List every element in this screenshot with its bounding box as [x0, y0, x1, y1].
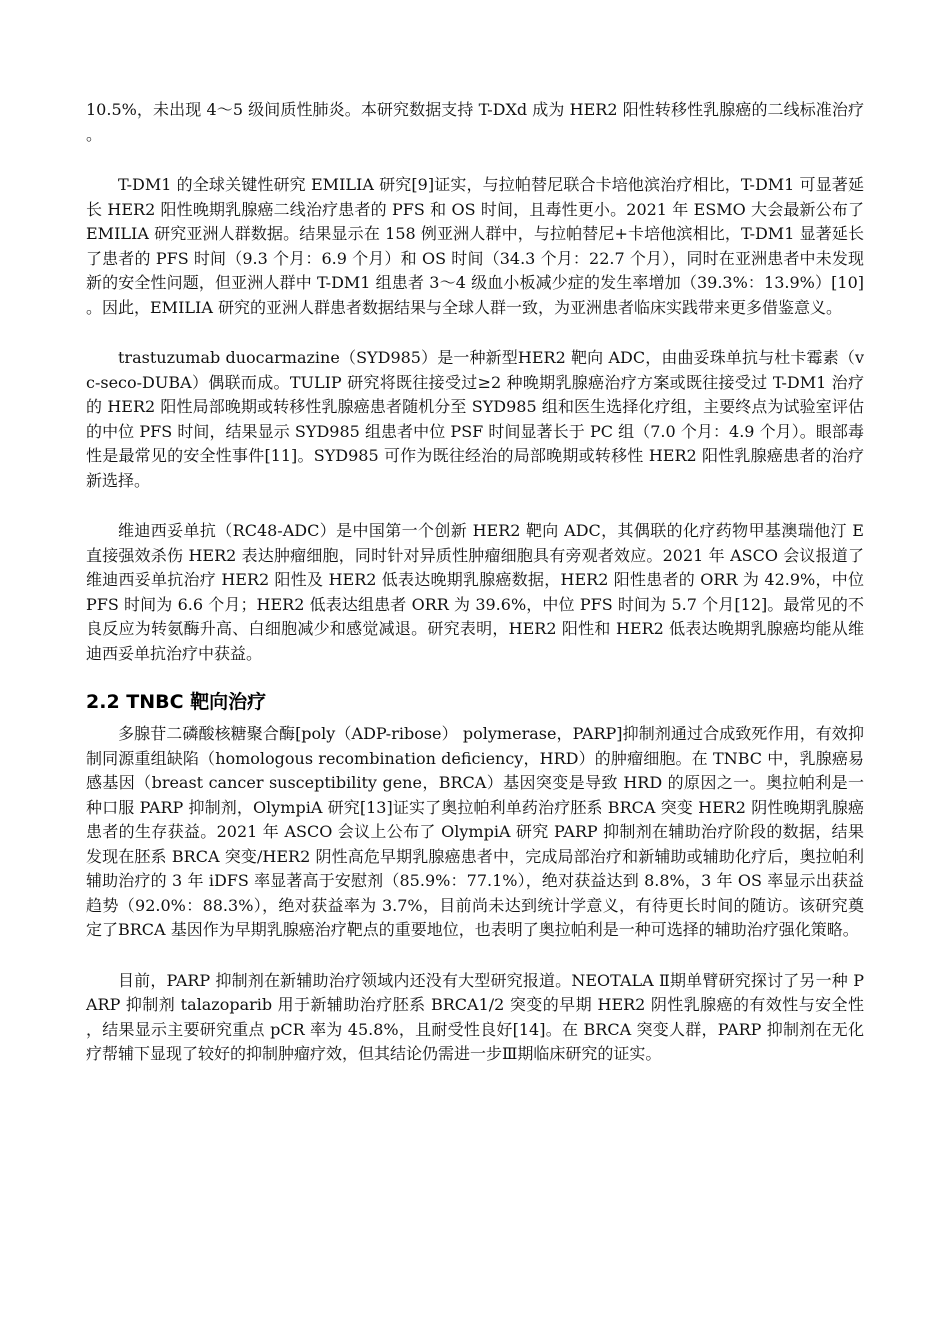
- paragraph-continuation: 10.5%，未出现 4～5 级间质性肺炎。本研究数据支持 T-DXd 成为 HER2 阳性转移性乳腺癌的二线标准治疗。: [86, 100, 864, 144]
- paragraph-neotala: 目前，PARP 抑制剂在新辅助治疗领域内还没有大型研究报道。NEOTALA Ⅱ期单臂研究探讨了另一种 PARP 抑制剂 talazoparib 用于新辅助治疗胚系 BRCA1/2 突变的早期 HER2 阴性乳腺癌的有效性与安全性，结果显示主要研究重点 pCR 率为 45.8%，且耐受性良好[14]。在 BRCA 突变人群，PARP 抑制剂在无化疗帮辅下显现了较好的抑制肿瘤疗效，但其结论仍需进一步Ⅲ期临床研究的证实。: [86, 970, 864, 1063]
- paragraph-rc48: 维迪西妥单抗（RC48-ADC）是中国第一个创新 HER2 靶向 ADC，其偶联的化疗药物甲基澳瑞他汀 E 直接强效杀伤 HER2 表达肿瘤细胞，同时针对异质性肿瘤细胞具有旁观者效应。2021 年 ASCO 会议报道了维迪西妥单抗治疗 HER2 阳性及 HER2 低表达晚期乳腺癌数据，HER2 阳性患者的 ORR 为 42.9%，中位 PFS 时间为 6.6 个月；HER2 低表达组患者 ORR 为 39.6%，中位 PFS 时间为 5.7 个月[12]。最常见的不良反应为转氨酶升高、白细胞减少和感觉减退。研究表明，HER2 阳性和 HER2 低表达晚期乳腺癌均能从维迪西妥单抗治疗中获益。: [86, 521, 864, 663]
- paragraph-syd985: trastuzumab duocarmazine（SYD985）是一种新型HER2 靶向 ADC，由曲妥珠单抗与杜卡霉素（vc-seco-DUBA）偶联而成。TULIP 研究将既往接受过≥2 种晚期乳腺癌治疗方案或既往接受过 T-DM1 治疗的 HER2 阳性局部晚期或转移性乳腺癌患者随机分至 SYD985 组和医生选择化疗组，主要终点为试验室评估的中位 PFS 时间，结果显示 SYD985 组患者中位 PSF 时间显著长于 PC 组（7.0 个月：4.9 个月）。眼部毒性是最常见的安全性事件[11]。SYD985 可作为既往经治的局部晚期或转移性 HER2 阳性乳腺癌患者的治疗新选择。: [86, 348, 864, 490]
- section-heading: 2.2 TNBC 靶向治疗: [86, 691, 267, 713]
- document-page: [86, 98, 864, 1067]
- paragraph-emilia: T-DM1 的全球关键性研究 EMILIA 研究[9]证实，与拉帕替尼联合卡培他滨治疗相比，T-DM1 可显著延长 HER2 阳性晚期乳腺癌二线治疗患者的 PFS 和 OS 时间，且毒性更小。2021 年 ESMO 大会最新公布了 EMILIA 研究亚洲人群数据。结果显示在 158 例亚洲人群中，与拉帕替尼+卡培他滨相比，T-DM1 显著延长了患者的 PFS 时间（9.3 个月：6.9 个月）和 OS 时间（34.3 个月：22.7 个月），同时在亚洲患者中未发现新的安全性问题，但亚洲人群中 T-DM1 组患者 3～4 级血小板减少症的发生率增加（39.3%：13.9%）[10]。因此，EMILIA 研究的亚洲人群患者数据结果与全球人群一致，为亚洲患者临床实践带来更多借鉴意义。: [86, 175, 864, 317]
- paragraph-parp: 多腺苷二磷酸核糖聚合酶[poly（ADP-ribose） polymerase，PARP]抑制剂通过合成致死作用，有效抑制同源重组缺陷（homologous recombination deficiency，HRD）的肿瘤细胞。在 TNBC 中，乳腺癌易感基因（breast cancer susceptibility gene，BRCA）基因突变是导致 HRD 的原因之一。奥拉帕利是一种口服 PARP 抑制剂，OlympiA 研究[13]证实了奥拉帕利单药治疗胚系 BRCA 突变 HER2 阴性晚期乳腺癌患者的生存获益。2021 年 ASCO 会议上公布了 OlympiA 研究 PARP 抑制剂在辅助治疗阶段的数据，结果发现在胚系 BRCA 突变/HER2 阴性高危早期乳腺癌患者中，完成局部治疗和新辅助或辅助化疗后，奥拉帕利辅助治疗的 3 年 iDFS 率显著高于安慰剂（85.9%：77.1%），绝对获益达到 8.8%，3 年 OS 率显示出获益趋势（92.0%：88.3%），绝对获益率为 3.7%，目前尚未达到统计学意义，有待更长时间的随访。该研究奠定了BRCA 基因作为早期乳腺癌治疗靶点的重要地位，也表明了奥拉帕利是一种可选择的辅助治疗强化策略。: [86, 724, 864, 939]
